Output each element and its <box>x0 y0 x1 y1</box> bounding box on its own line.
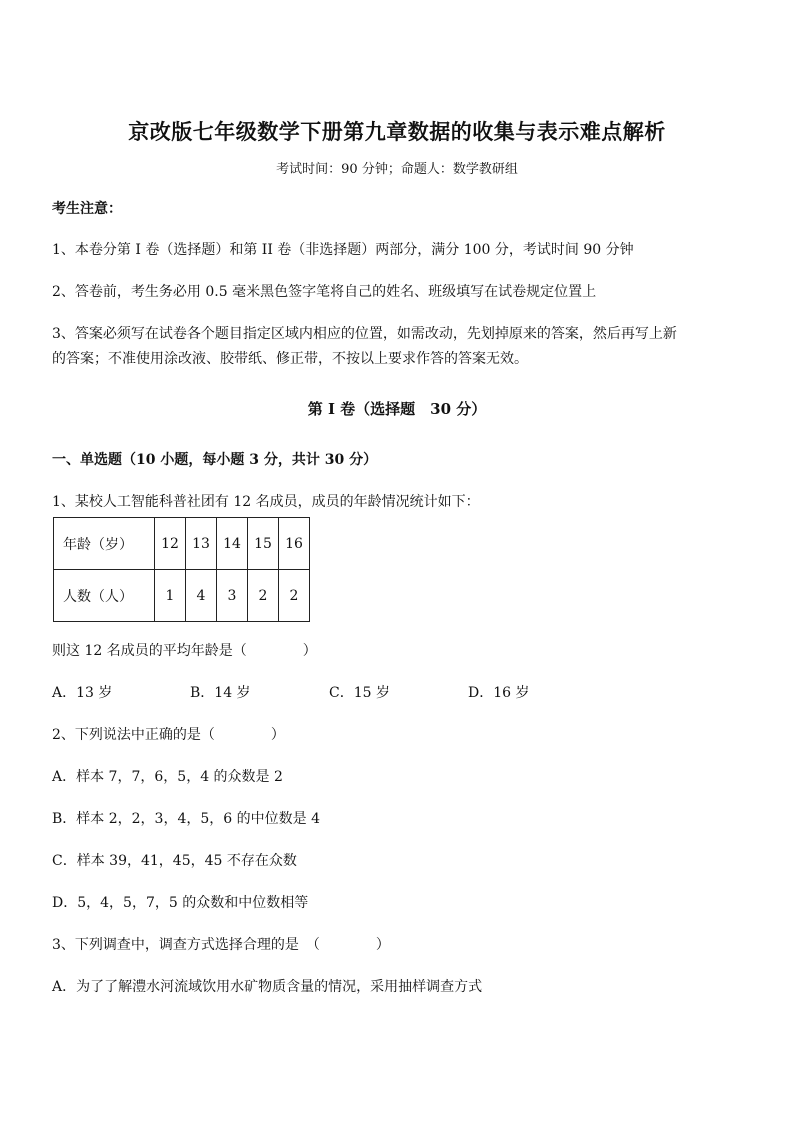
table-cell: 12 <box>155 518 186 570</box>
table-cell: 1 <box>155 570 186 622</box>
option-a: A．13 岁 <box>52 685 113 701</box>
question-2-stem: 2、下列说法中正确的是（ ） <box>52 727 285 743</box>
page-title: 京改版七年级数学下册第九章数据的收集与表示难点解析 <box>128 119 666 144</box>
table-cell: 2 <box>279 570 310 622</box>
table-cell: 3 <box>217 570 248 622</box>
table-cell: 4 <box>186 570 217 622</box>
option-a: A．为了了解澧水河流域饮用水矿物质含量的情况，采用抽样调查方式 <box>52 979 483 995</box>
option-a: A．样本 7，7，6，5，4 的众数是 2 <box>52 769 283 785</box>
table-cell: 2 <box>248 570 279 622</box>
table-row <box>54 570 310 622</box>
notice-heading: 考生注意： <box>52 201 122 217</box>
section-title: 第 I 卷（选择题 30 分） <box>307 400 487 418</box>
option-d: D．5，4，5，7，5 的众数和中位数相等 <box>52 895 309 911</box>
option-c: C．15 岁 <box>329 685 390 701</box>
table-cell: 13 <box>186 518 217 570</box>
notice-item: 1、本卷分第 I 卷（选择题）和第 II 卷（非选择题）两部分，满分 100 分，考试时间 90 分钟 <box>52 242 634 258</box>
question-3-stem: 3、下列调查中，调查方式选择合理的是 （ ） <box>52 937 390 953</box>
age-statistics-table <box>53 517 310 622</box>
option-b: B．样本 2，2，3，4，5，6 的中位数是 4 <box>52 811 320 827</box>
option-b: B．14 岁 <box>190 685 251 701</box>
table-cell: 14 <box>217 518 248 570</box>
table-row-label: 人数（人） <box>54 570 155 622</box>
notice-item-continued: 的答案；不准使用涂改液、胶带纸、修正带，不按以上要求作答的答案无效。 <box>52 351 528 367</box>
table-row <box>54 518 310 570</box>
question-1-prompt: 则这 12 名成员的平均年龄是（ ） <box>52 643 317 659</box>
question-1-stem: 1、某校人工智能科普社团有 12 名成员，成员的年龄情况统计如下： <box>52 494 480 510</box>
table-cell: 15 <box>248 518 279 570</box>
option-d: D．16 岁 <box>468 685 530 701</box>
option-c: C．样本 39，41，45，45 不存在众数 <box>52 853 297 869</box>
notice-item: 2、答卷前，考生务必用 0.5 毫米黑色签字笔将自己的姓名、班级填写在试卷规定位置上 <box>52 284 597 300</box>
notice-item: 3、答案必须写在试卷各个题目指定区域内相应的位置，如需改动，先划掉原来的答案，然后再写上新 <box>52 326 677 342</box>
table-cell: 16 <box>279 518 310 570</box>
exam-info: 考试时间：90 分钟；命题人：数学教研组 <box>276 162 518 177</box>
part-heading: 一、单选题（10 小题，每小题 3 分，共计 30 分） <box>52 452 378 468</box>
table-row-label: 年龄（岁） <box>54 518 155 570</box>
